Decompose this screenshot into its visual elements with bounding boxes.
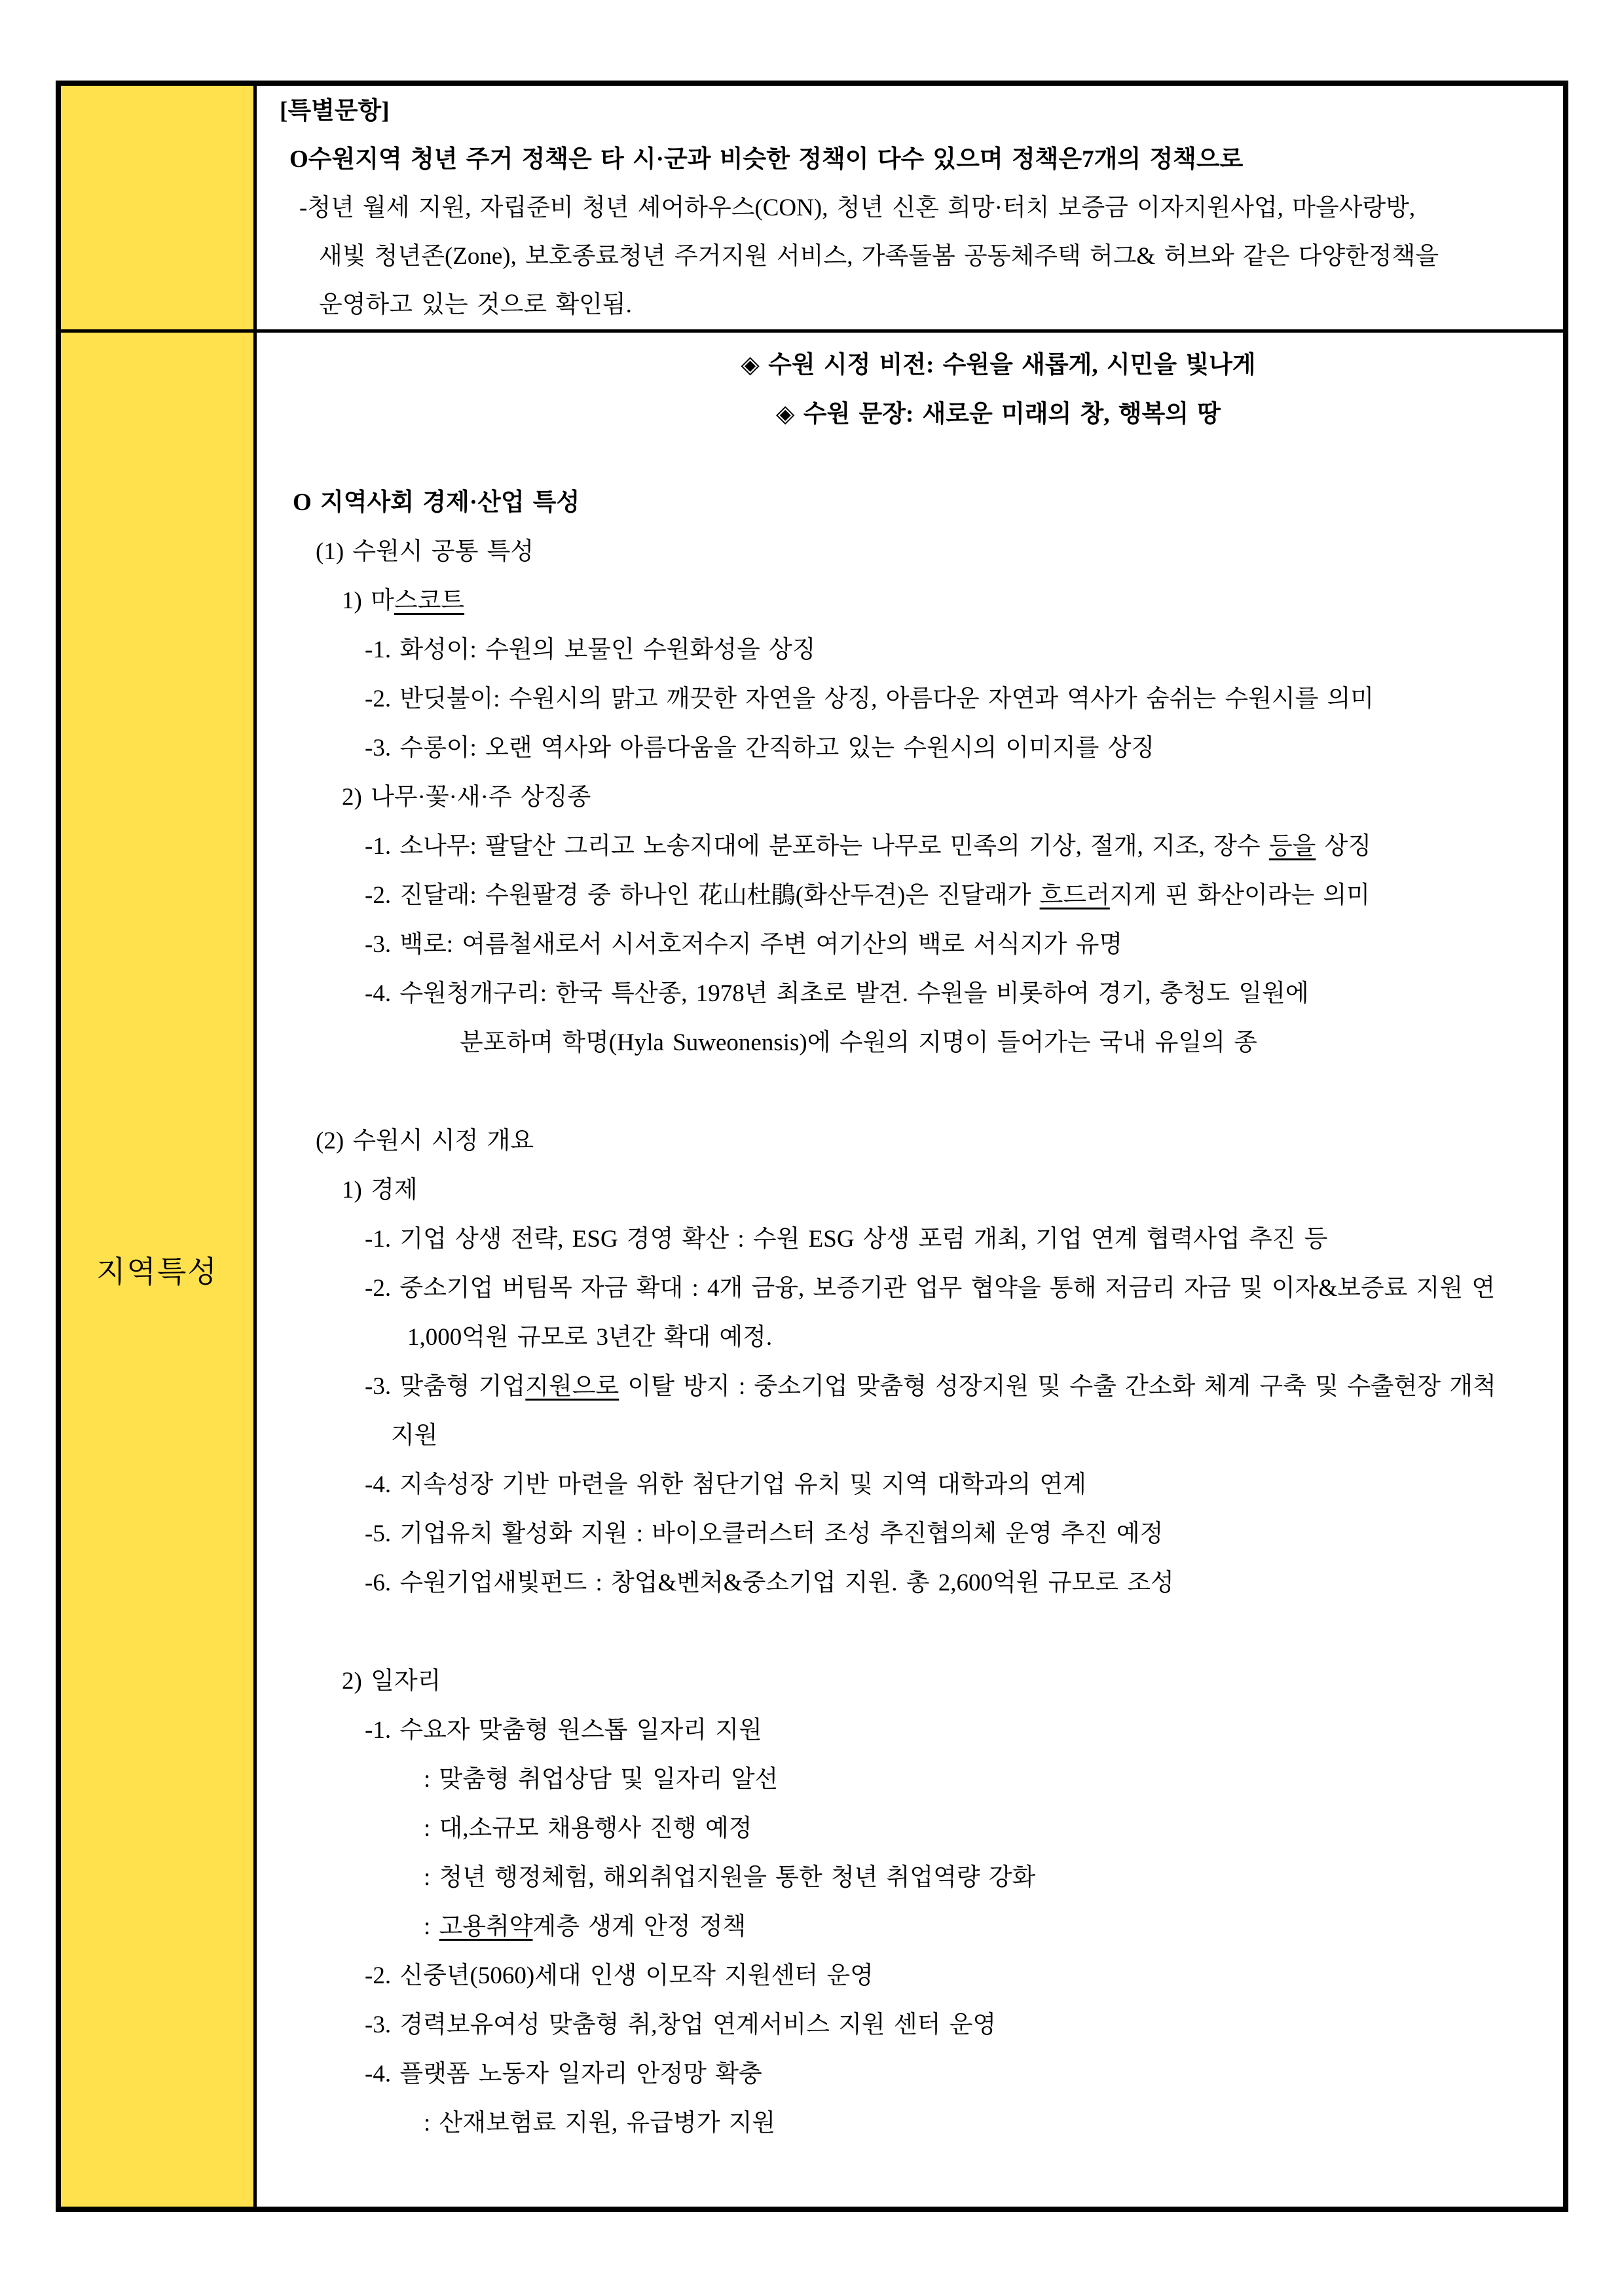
text-line bbox=[257, 1166, 1563, 1215]
text-segment: -1. 화성이: 수원의 보물인 수원화성을 상징 bbox=[365, 636, 816, 663]
text-line bbox=[257, 527, 1563, 576]
text-line bbox=[257, 184, 1563, 232]
text-segment: -2. 반딧불이: 수원시의 맑고 깨끗한 자연을 상징, 아름다운 자연과 역사가 숨쉬는 수원시를 의미 bbox=[365, 686, 1375, 712]
region-characteristics-row bbox=[61, 333, 1563, 2207]
underlined-text: 지원으로 bbox=[525, 1373, 619, 1400]
text-segment: -청년 월세 지원, 자립준비 청년 셰어하우스(CON), 청년 신혼 희망·터치 보증금 이자지원사업, 마을사랑방, bbox=[299, 194, 1416, 221]
text-segment: -3. 백로: 여름철새로서 시서호저수지 주변 여기산의 백로 서식지가 유명 bbox=[365, 931, 1123, 958]
text-line bbox=[257, 674, 1563, 724]
text-segment: -4. 플랫폼 노동자 일자리 안정망 확충 bbox=[365, 2061, 762, 2087]
text-segment: ◈ 수원 문장: 새로운 미래의 창, 행복의 땅 bbox=[776, 401, 1221, 428]
special-question-row bbox=[61, 86, 1563, 333]
text-line bbox=[257, 1313, 1563, 1362]
region-label: 지역특성 bbox=[96, 1255, 218, 1289]
text-line bbox=[257, 1264, 1563, 1313]
text-line bbox=[257, 724, 1563, 773]
text-segment: -6. 수원기업새빛펀드 : 창업&벤처&중소기업 지원. 총 2,600억원 규모로 조성 bbox=[365, 1570, 1174, 1596]
text-line bbox=[257, 773, 1563, 822]
text-line bbox=[257, 1951, 1563, 2000]
text-segment: -5. 기업유치 활성화 지원 : 바이오클러스터 조성 추진협의체 운영 추진 예정 bbox=[365, 1520, 1164, 1547]
text-segment: 상징 bbox=[1316, 833, 1372, 860]
text-line bbox=[257, 1853, 1563, 1902]
text-segment: -1. 기업 상생 전략, ESG 경영 확산 : 수원 ESG 상생 포럼 개최, 기업 연계 협력사업 추진 등 bbox=[365, 1226, 1328, 1253]
text-line bbox=[257, 281, 1563, 329]
text-line bbox=[257, 871, 1563, 920]
text-segment: -2. 신중년(5060)세대 인생 이모작 지원센터 운영 bbox=[365, 1962, 874, 1989]
text-segment: O 지역사회 경제·산업 특성 bbox=[293, 489, 580, 516]
text-line bbox=[257, 1215, 1563, 1264]
underlined-text: 흐드러 bbox=[1039, 882, 1110, 909]
underlined-text: 스코트 bbox=[394, 587, 465, 614]
text-line bbox=[257, 1558, 1563, 1607]
text-segment: (2) 수원시 시정 개요 bbox=[316, 1128, 534, 1154]
text-line bbox=[257, 2000, 1563, 2049]
text-segment: -4. 지속성장 기반 마련을 위한 첨단기업 유치 및 지역 대학과의 연계 bbox=[365, 1471, 1086, 1498]
text-segment: 1) 마 bbox=[342, 587, 394, 614]
region-content-lines bbox=[257, 340, 1563, 2148]
text-segment: : 청년 행정체험, 해외취업지원을 통한 청년 취업역량 강화 bbox=[424, 1864, 1036, 1891]
text-line bbox=[257, 1116, 1563, 1166]
text-segment: -2. 중소기업 버팀목 자금 확대 : 4개 금융, 보증기관 업무 협약을 통해 저금리 자금 및 이자&보증료 지원 연 bbox=[365, 1275, 1496, 1302]
special-question-lines bbox=[257, 87, 1563, 329]
region-label-cell bbox=[61, 333, 257, 2207]
text-line bbox=[257, 1411, 1563, 1460]
text-line bbox=[257, 1362, 1563, 1411]
region-content-cell bbox=[257, 333, 1563, 2207]
text-line bbox=[257, 1804, 1563, 1853]
text-segment: 지게 핀 화산이라는 의미 bbox=[1109, 882, 1370, 909]
text-line bbox=[257, 2099, 1563, 2148]
text-line bbox=[257, 87, 1563, 136]
document-table bbox=[56, 81, 1568, 2212]
text-line bbox=[257, 2049, 1563, 2099]
text-line bbox=[257, 1657, 1563, 1706]
text-segment: : 맞춤형 취업상담 및 일자리 알선 bbox=[424, 1766, 779, 1793]
text-segment: -3. 경력보유여성 맞춤형 취,창업 연계서비스 지원 센터 운영 bbox=[365, 2011, 997, 2038]
text-line bbox=[257, 478, 1563, 527]
text-segment: -1. 소나무: 팔달산 그리고 노송지대에 분포하는 나무로 민족의 기상, 절개, 지조, 장수 bbox=[365, 833, 1269, 860]
text-line bbox=[257, 340, 1563, 390]
text-segment: -3. 수롱이: 오랜 역사와 아름다움을 간직하고 있는 수원시의 이미지를 상징 bbox=[365, 735, 1155, 762]
text-line bbox=[257, 1706, 1563, 1755]
text-segment: -2. 진달래: 수원팔경 중 하나인 花山杜鵑(화산두견)은 진달래가 bbox=[365, 882, 1040, 909]
text-line bbox=[257, 1460, 1563, 1509]
text-segment: 새빛 청년존(Zone), 보호종료청년 주거지원 서비스, 가족돌봄 공동체주택 허그& 허브와 같은 다양한정책을 bbox=[319, 243, 1439, 270]
text-segment: O수원지역 청년 주거 정책은 타 시·군과 비슷한 정책이 다수 있으며 정책은7개의 정책으로 bbox=[289, 146, 1244, 173]
text-segment: 이탈 방지 : 중소기업 맞춤형 성장지원 및 수출 간소화 체계 구축 및 수출현장 개척 bbox=[619, 1373, 1496, 1400]
text-line bbox=[257, 136, 1563, 184]
text-line bbox=[257, 1509, 1563, 1558]
text-segment: [특별문항] bbox=[280, 98, 390, 124]
text-segment: : bbox=[424, 1913, 439, 1940]
text-segment: 2) 일자리 bbox=[342, 1668, 441, 1695]
text-line bbox=[257, 1755, 1563, 1804]
text-segment: ◈ 수원 시정 비전: 수원을 새롭게, 시민을 빛나게 bbox=[741, 352, 1256, 378]
text-segment: 분포하며 학명(Hyla Suweonensis)에 수원의 지명이 들어가는 국내 유일의 종 bbox=[460, 1029, 1257, 1056]
text-segment: 1) 경제 bbox=[342, 1177, 418, 1203]
text-line bbox=[257, 576, 1563, 625]
text-line bbox=[257, 822, 1563, 871]
text-segment: 1,000억원 규모로 3년간 확대 예정. bbox=[407, 1324, 773, 1351]
text-segment: -1. 수요자 맞춤형 원스톱 일자리 지원 bbox=[365, 1717, 762, 1744]
text-segment: 2) 나무·꽃·새·주 상징종 bbox=[342, 784, 591, 811]
text-line bbox=[257, 625, 1563, 674]
text-segment: 운영하고 있는 것으로 확인됨. bbox=[319, 291, 632, 318]
special-question-cell bbox=[257, 86, 1563, 329]
text-segment: 지원 bbox=[391, 1422, 438, 1449]
row1-label-cell bbox=[61, 86, 257, 329]
text-line bbox=[257, 232, 1563, 281]
text-segment: : 대,소규모 채용행사 진행 예정 bbox=[424, 1815, 752, 1842]
text-segment: : 산재보험료 지원, 유급병가 지원 bbox=[424, 2110, 776, 2137]
text-line bbox=[257, 920, 1563, 969]
underlined-text: 등을 bbox=[1268, 833, 1316, 860]
text-segment: (1) 수원시 공통 특성 bbox=[316, 538, 534, 565]
text-segment: 계층 생계 안정 정책 bbox=[532, 1913, 747, 1940]
text-segment: -3. 맞춤형 기업 bbox=[365, 1373, 526, 1400]
text-line bbox=[257, 1902, 1563, 1951]
text-line bbox=[257, 969, 1563, 1018]
text-segment: -4. 수원청개구리: 한국 특산종, 1978년 최초로 발견. 수원을 비롯하여 경기, 충청도 일원에 bbox=[365, 980, 1309, 1007]
text-line bbox=[257, 390, 1563, 439]
underlined-text: 고용취약 bbox=[439, 1913, 533, 1940]
text-line bbox=[257, 1018, 1563, 1067]
